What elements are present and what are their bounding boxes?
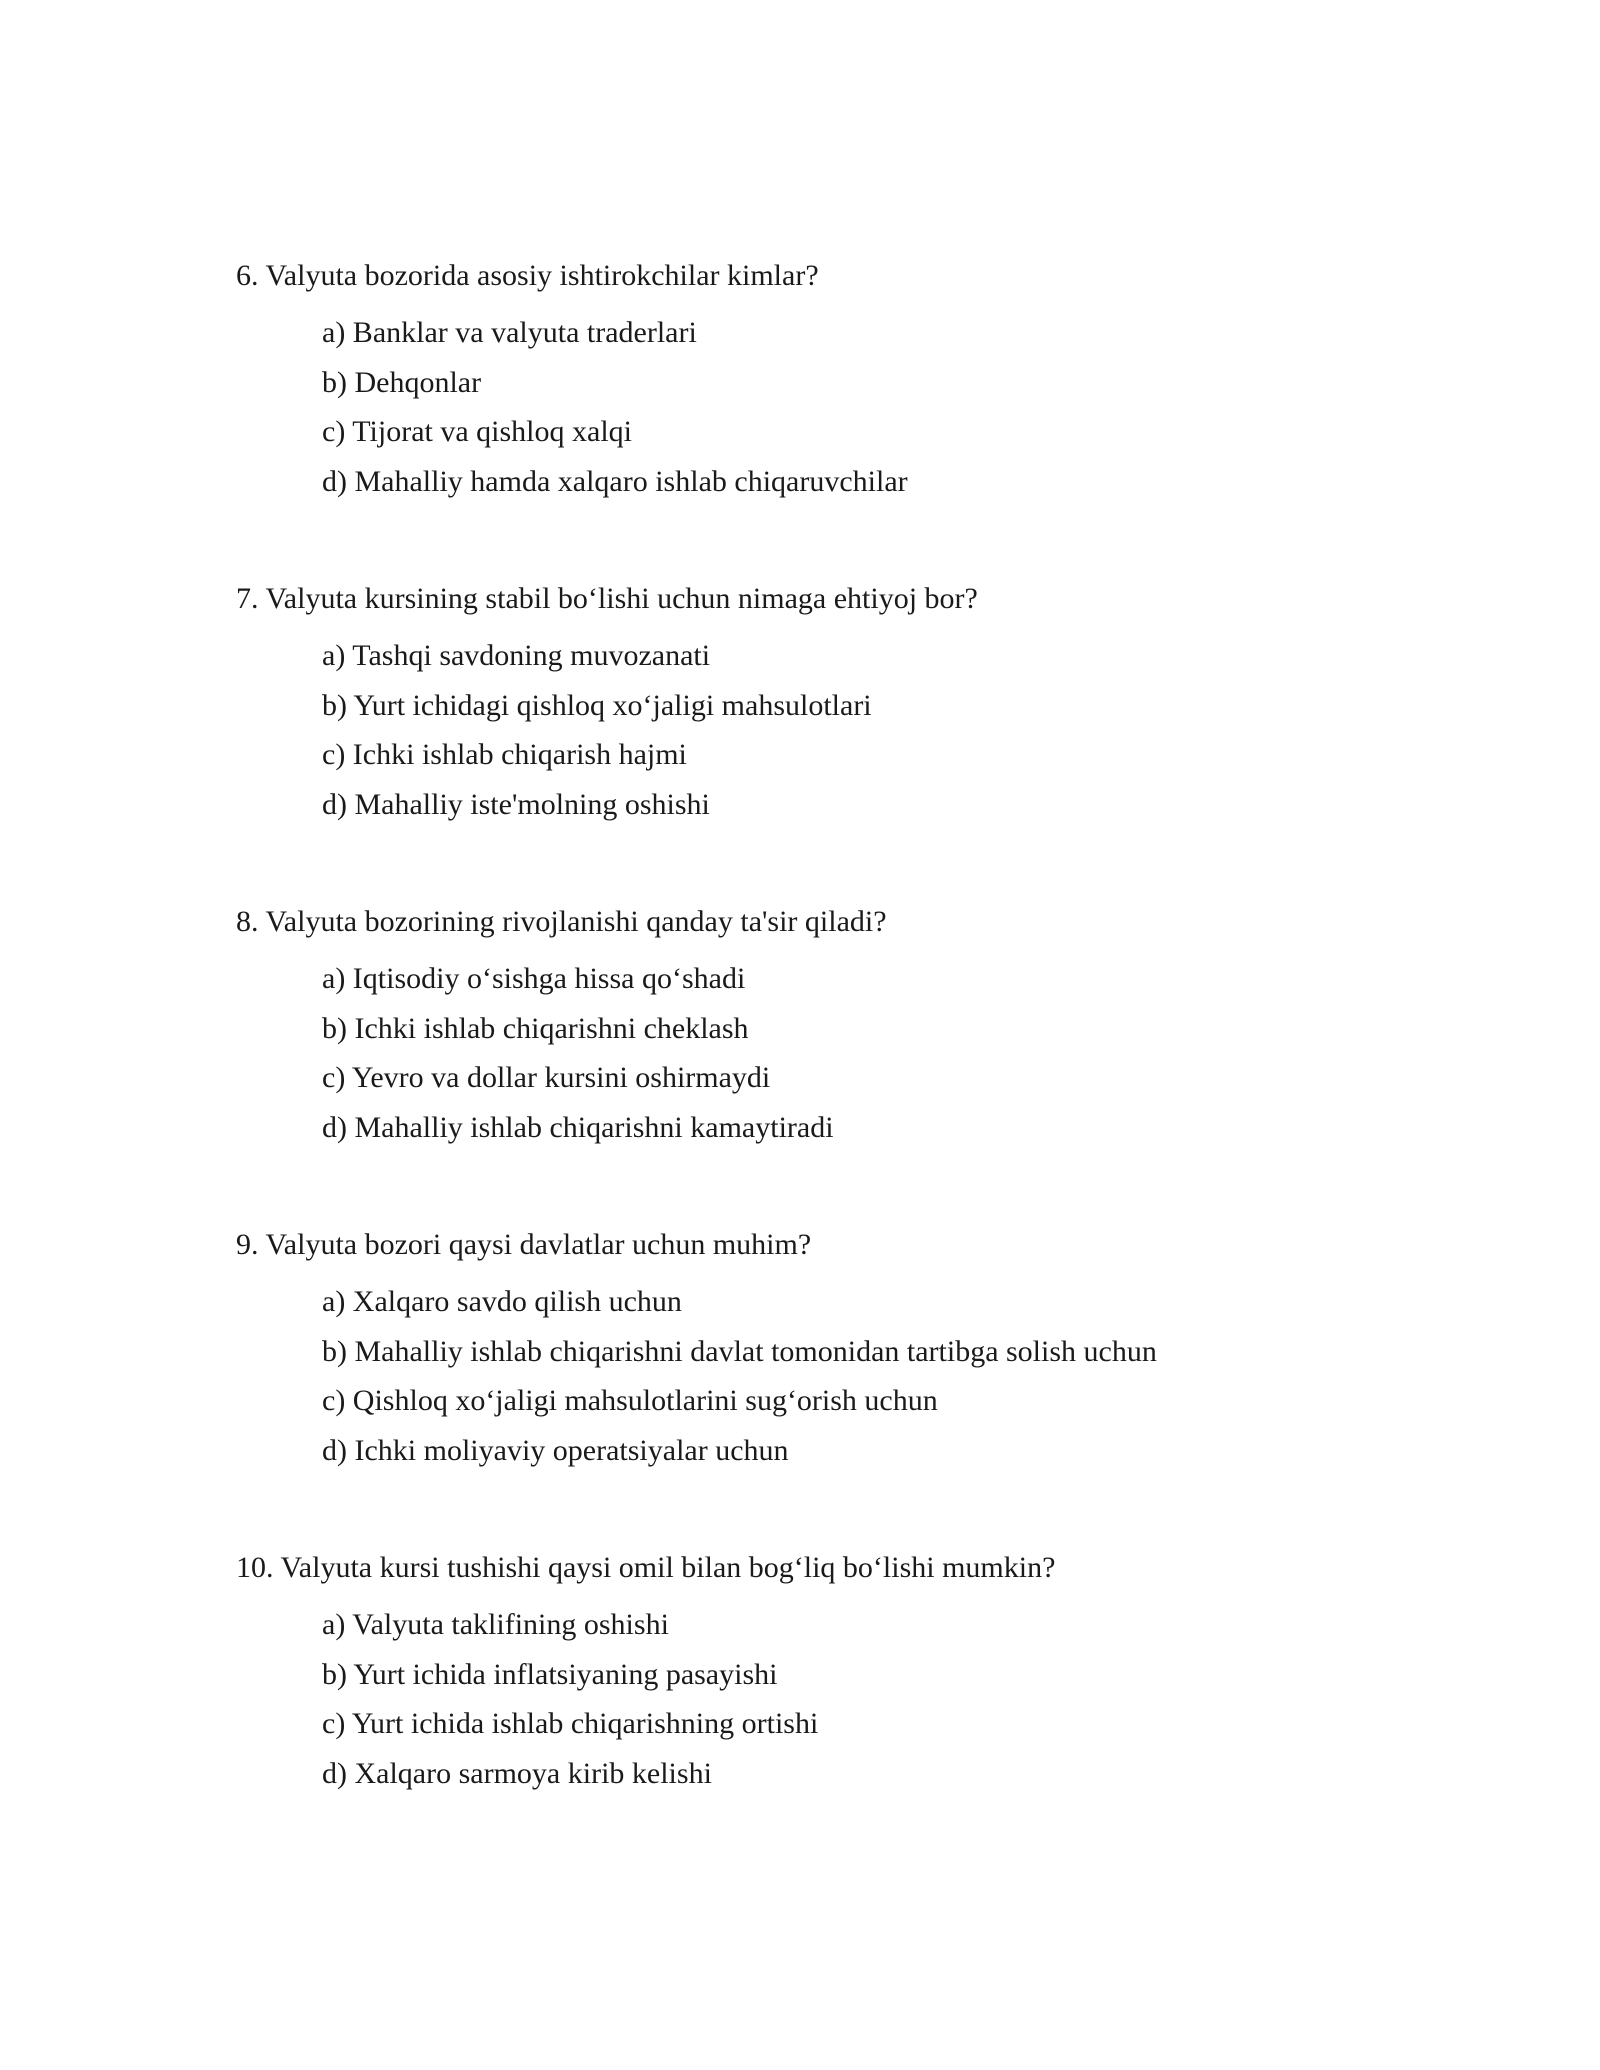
answer-options bbox=[322, 1607, 1436, 1805]
answer-options bbox=[322, 638, 1436, 836]
option-a: a) Iqtisodiy oʻsishga hissa qoʻshadi bbox=[322, 962, 746, 995]
option-a: a) Valyuta taklifining oshishi bbox=[322, 1608, 669, 1641]
question-text: 6. Valyuta bozorida asosiy ishtirokchilar kimlar? bbox=[236, 259, 819, 292]
option-d: d) Xalqaro sarmoya kirib kelishi bbox=[322, 1756, 712, 1790]
question-6 bbox=[236, 258, 1436, 513]
question-text: 7. Valyuta kursining stabil boʻlishi uchun nimaga ehtiyoj bor? bbox=[236, 582, 978, 615]
option-b: b) Yurt ichida inflatsiyaning pasayishi bbox=[322, 1657, 778, 1691]
question-7 bbox=[236, 581, 1436, 836]
option-c: c) Yevro va dollar kursini oshirmaydi bbox=[322, 1061, 771, 1094]
option-a: a) Xalqaro savdo qilish uchun bbox=[322, 1285, 682, 1318]
question-8 bbox=[236, 904, 1436, 1159]
option-b: b) Mahalliy ishlab chiqarishni davlat tomonidan tartibga solish uchun bbox=[322, 1334, 1157, 1368]
option-c: c) Qishloq xoʻjaligi mahsulotlarini sugʻorish uchun bbox=[322, 1384, 938, 1417]
question-text: 10. Valyuta kursi tushishi qaysi omil bilan bogʻliq boʻlishi mumkin? bbox=[236, 1551, 1056, 1584]
option-c: c) Yurt ichida ishlab chiqarishning ortishi bbox=[322, 1707, 819, 1740]
question-text: 8. Valyuta bozorining rivojlanishi qanday ta'sir qiladi? bbox=[236, 905, 887, 938]
answer-options bbox=[322, 315, 1436, 513]
option-d: d) Mahalliy ishlab chiqarishni kamaytiradi bbox=[322, 1110, 834, 1144]
option-a: a) Tashqi savdoning muvozanati bbox=[322, 639, 711, 672]
option-c: c) Tijorat va qishloq xalqi bbox=[322, 415, 632, 448]
option-d: d) Ichki moliyaviy operatsiyalar uchun bbox=[322, 1433, 789, 1467]
option-d: d) Mahalliy hamda xalqaro ishlab chiqaruvchilar bbox=[322, 464, 908, 498]
option-d: d) Mahalliy iste'molning oshishi bbox=[322, 787, 710, 821]
question-9 bbox=[236, 1227, 1436, 1482]
option-b: b) Ichki ishlab chiqarishni cheklash bbox=[322, 1011, 749, 1045]
question-text: 9. Valyuta bozori qaysi davlatlar uchun muhim? bbox=[236, 1228, 812, 1261]
answer-options bbox=[322, 1284, 1436, 1482]
answer-options bbox=[322, 961, 1436, 1159]
option-a: a) Banklar va valyuta traderlari bbox=[322, 316, 697, 349]
option-b: b) Dehqonlar bbox=[322, 365, 482, 399]
question-10 bbox=[236, 1550, 1436, 1805]
option-c: c) Ichki ishlab chiqarish hajmi bbox=[322, 738, 687, 771]
option-b: b) Yurt ichidagi qishloq xoʻjaligi mahsulotlari bbox=[322, 688, 872, 722]
